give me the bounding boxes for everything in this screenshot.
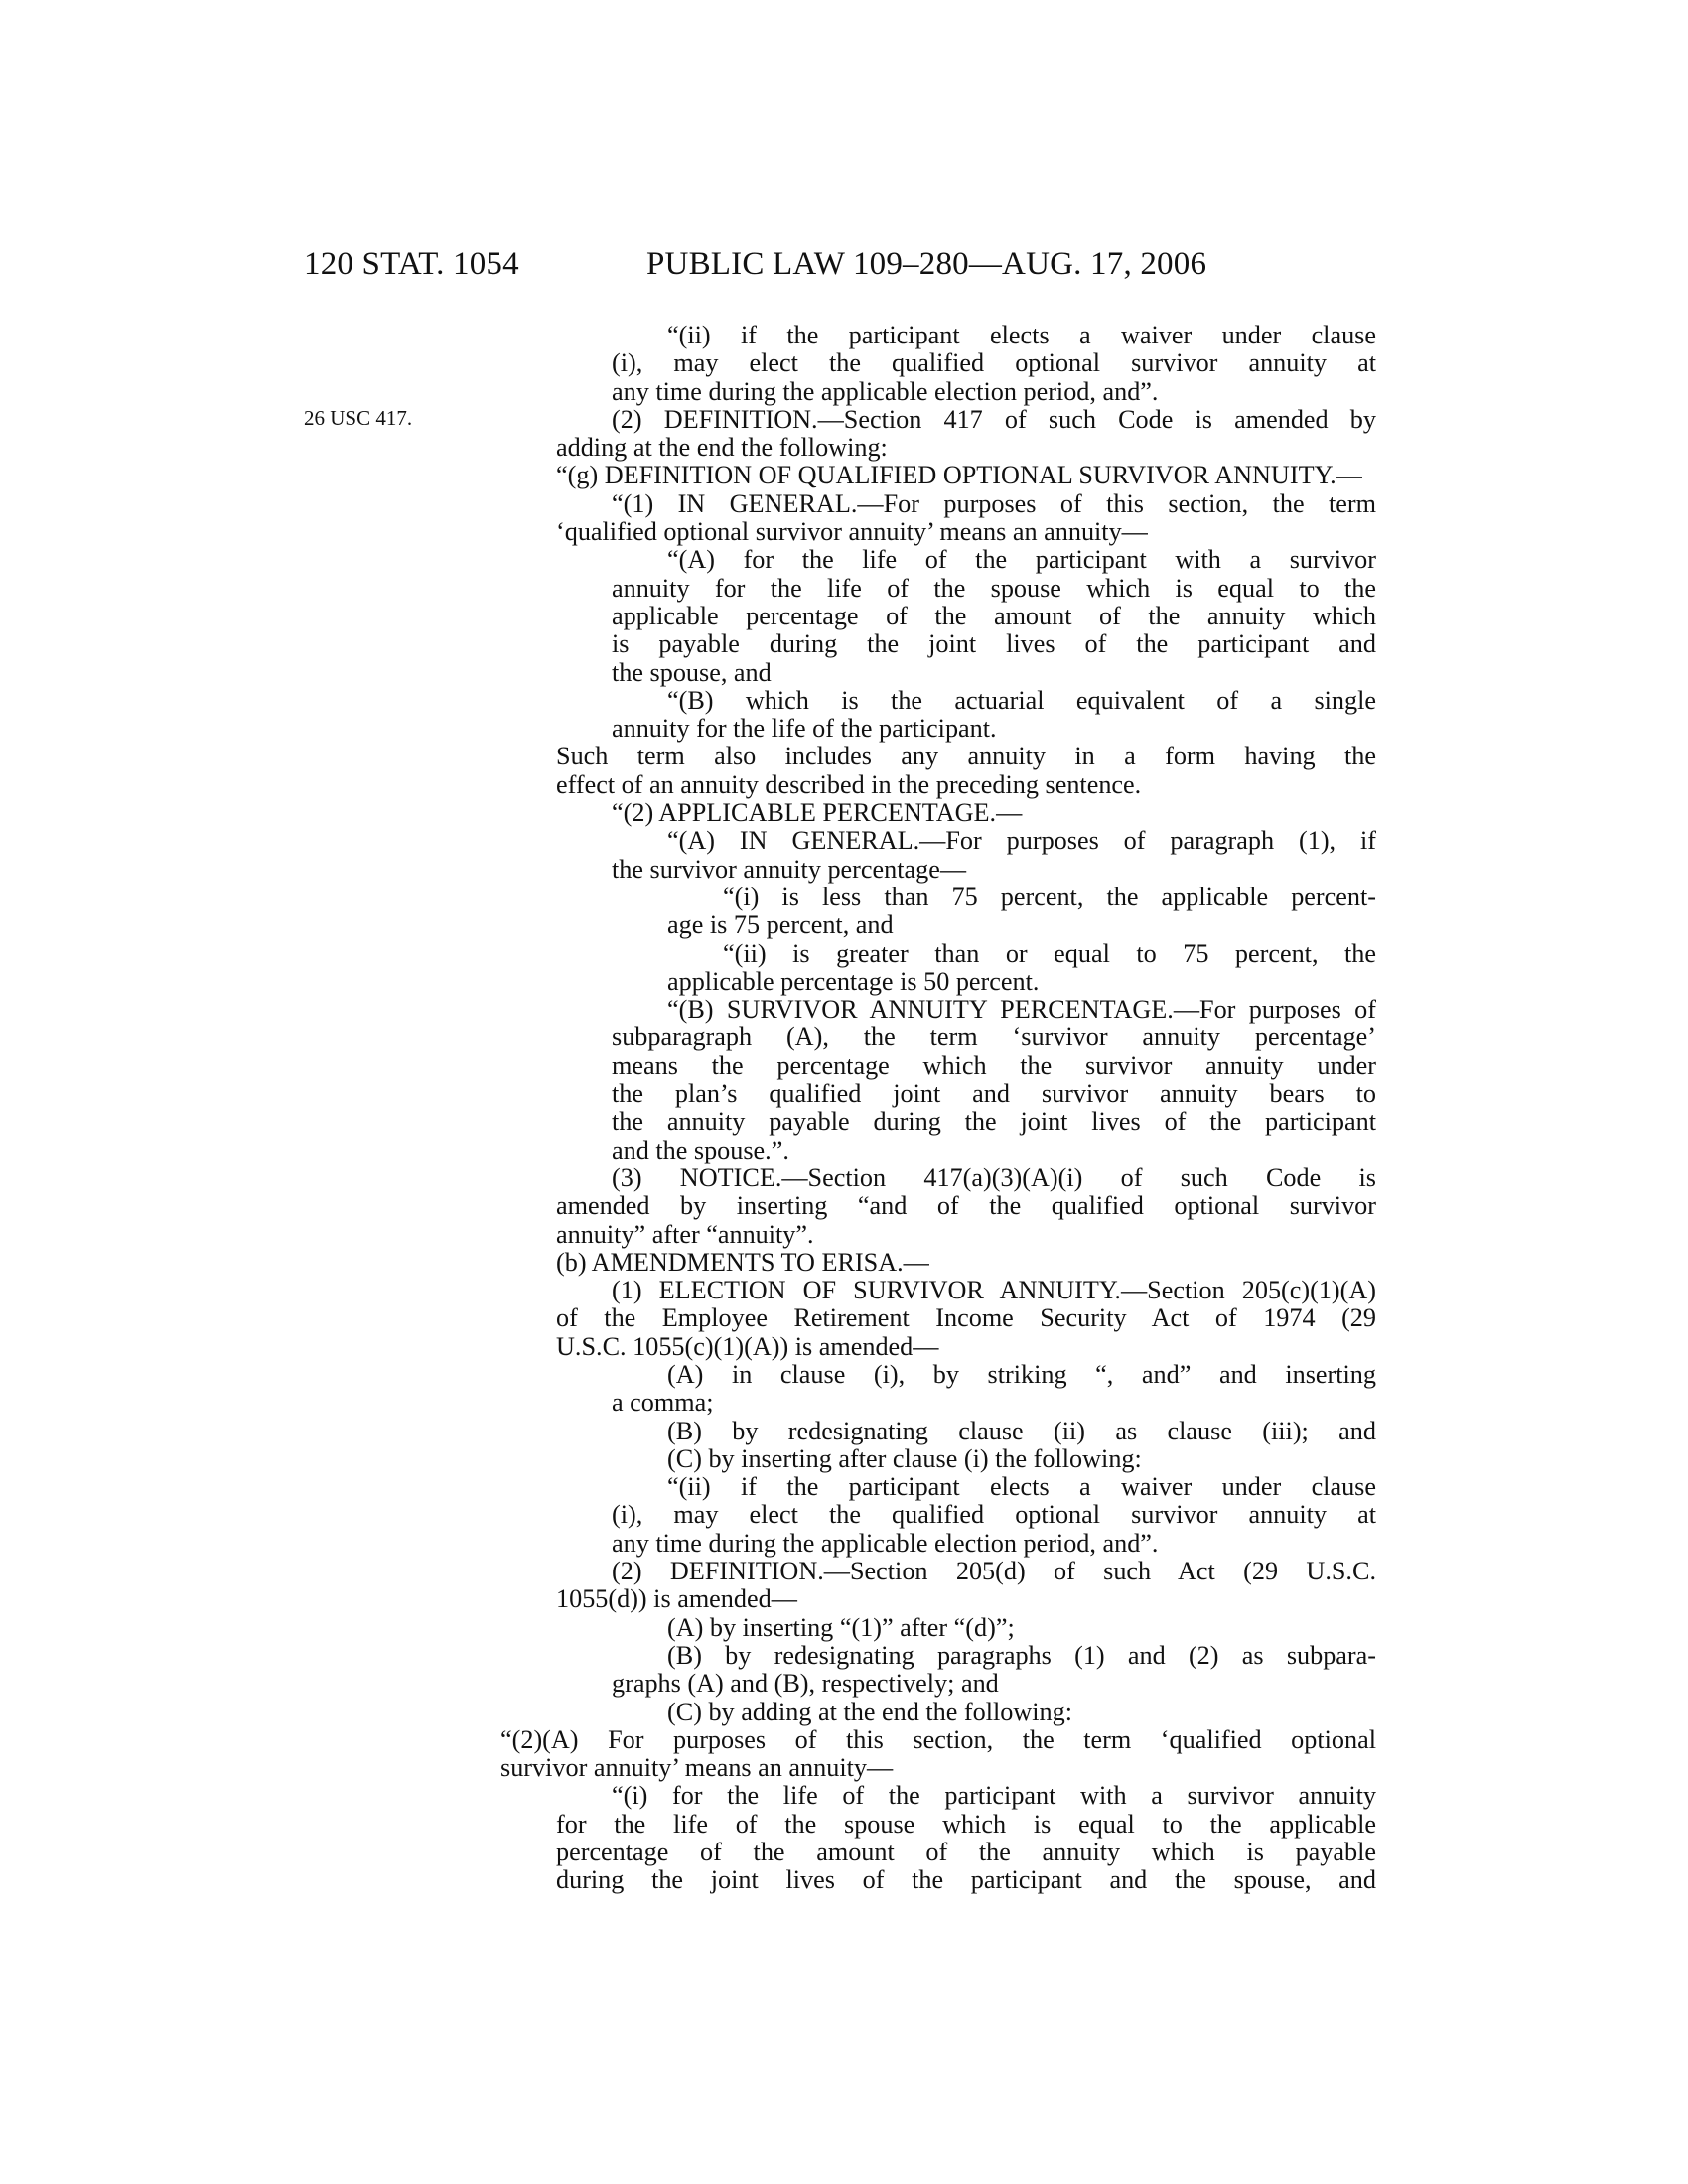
text-line: (i), may elect the qualified optional survivor annuity at: [612, 348, 1376, 378]
text-line: (b) AMENDMENTS TO ERISA.—: [556, 1247, 929, 1277]
text-line: means the percentage which the survivor annuity under: [612, 1050, 1376, 1080]
text-line: “(A) for the life of the participant with a survivor: [667, 545, 1376, 575]
text-line: applicable percentage is 50 percent.: [667, 966, 1040, 996]
text-line: Such term also includes any annuity in a form having the: [556, 742, 1376, 771]
text-line: “(B) SURVIVOR ANNUITY PERCENTAGE.—For purposes of: [667, 995, 1376, 1024]
statute-body: [500, 321, 1376, 1895]
text-line: (2) DEFINITION.—Section 417 of such Code is amended by: [612, 404, 1376, 434]
text-line: (i), may elect the qualified optional survivor annuity at: [612, 1500, 1376, 1530]
text-line: “(2) APPLICABLE PERCENTAGE.—: [612, 798, 1023, 828]
text-line: (C) by adding at the end the following:: [667, 1697, 1073, 1726]
text-line: the spouse, and: [612, 657, 772, 687]
text-line: graphs (A) and (B), respectively; and: [612, 1669, 999, 1699]
text-line: effect of an annuity described in the preceding sentence.: [556, 769, 1142, 799]
text-line: percentage of the amount of the annuity which is payable: [556, 1838, 1376, 1867]
text-line: (3) NOTICE.—Section 417(a)(3)(A)(i) of such Code is: [612, 1162, 1376, 1192]
text-line: “(i) is less than 75 percent, the applicable percent-: [723, 882, 1376, 911]
text-line: “(2)(A) For purposes of this section, the term ‘qualified optional: [500, 1724, 1376, 1754]
text-line: 1055(d)) is amended—: [556, 1584, 797, 1614]
text-line: during the joint lives of the participant and the spouse, and: [556, 1865, 1376, 1895]
text-line: adding at the end the following:: [556, 433, 888, 463]
text-line: (1) ELECTION OF SURVIVOR ANNUITY.—Section 205(c)(1)(A): [612, 1276, 1376, 1305]
text-line: applicable percentage of the amount of the annuity which: [612, 601, 1376, 630]
text-line: “(i) for the life of the participant with a survivor annuity: [612, 1781, 1376, 1811]
text-line: of the Employee Retirement Income Security Act of 1974 (29: [556, 1303, 1376, 1333]
text-line: “(A) IN GENERAL.—For purposes of paragraph (1), if: [667, 826, 1376, 856]
text-line: (A) in clause (i), by striking “, and” and inserting: [667, 1359, 1376, 1389]
text-line: “(ii) if the participant elects a waiver under clause: [667, 321, 1376, 349]
text-line: the plan’s qualified joint and survivor annuity bears to: [612, 1079, 1376, 1109]
text-line: (C) by inserting after clause (i) the following:: [667, 1443, 1142, 1473]
text-line: and the spouse.”.: [612, 1135, 789, 1164]
text-line: a comma;: [612, 1388, 714, 1418]
text-line: (B) by redesignating paragraphs (1) and (2) as subpara-: [667, 1640, 1376, 1670]
text-line: “(1) IN GENERAL.—For purposes of this section, the term: [612, 488, 1376, 518]
text-line: “(ii) is greater than or equal to 75 percent, the: [723, 938, 1376, 968]
text-line: (2) DEFINITION.—Section 205(d) of such Act (29 U.S.C.: [612, 1557, 1376, 1586]
text-line: annuity” after “annuity”.: [556, 1219, 814, 1249]
text-line: amended by inserting “and of the qualified optional survivor: [556, 1191, 1376, 1221]
running-header: PUBLIC LAW 109–280—AUG. 17, 2006: [646, 246, 1207, 282]
text-line: age is 75 percent, and: [667, 910, 894, 940]
text-line: the survivor annuity percentage—: [612, 854, 967, 884]
text-line: “(g) DEFINITION OF QUALIFIED OPTIONAL SURVIVOR ANNUITY.—: [556, 461, 1362, 490]
text-line: annuity for the life of the participant.: [612, 714, 997, 744]
text-line: for the life of the spouse which is equal to the applicable: [556, 1809, 1376, 1839]
text-line: “(ii) if the participant elects a waiver under clause: [667, 1472, 1376, 1502]
text-line: (B) by redesignating clause (ii) as clause (iii); and: [667, 1416, 1376, 1445]
text-line: is payable during the joint lives of the participant and: [612, 629, 1376, 659]
text-line: “(B) which is the actuarial equivalent of a single: [667, 685, 1376, 715]
page-stat-number: 120 STAT. 1054: [304, 246, 519, 282]
text-line: any time during the applicable election period, and”.: [612, 1528, 1159, 1558]
text-line: U.S.C. 1055(c)(1)(A)) is amended—: [556, 1331, 939, 1361]
text-line: survivor annuity’ means an annuity—: [500, 1753, 894, 1783]
text-line: any time during the applicable election period, and”.: [612, 376, 1159, 406]
text-line: annuity for the life of the spouse which is equal to the: [612, 573, 1376, 603]
text-line: (A) by inserting “(1)” after “(d)”;: [667, 1612, 1015, 1642]
text-line: subparagraph (A), the term ‘survivor annuity percentage’: [612, 1023, 1376, 1052]
text-line: ‘qualified optional survivor annuity’ means an annuity—: [556, 517, 1148, 547]
text-line: the annuity payable during the joint lives of the participant: [612, 1107, 1376, 1137]
margin-citation: 26 USC 417.: [304, 406, 413, 430]
